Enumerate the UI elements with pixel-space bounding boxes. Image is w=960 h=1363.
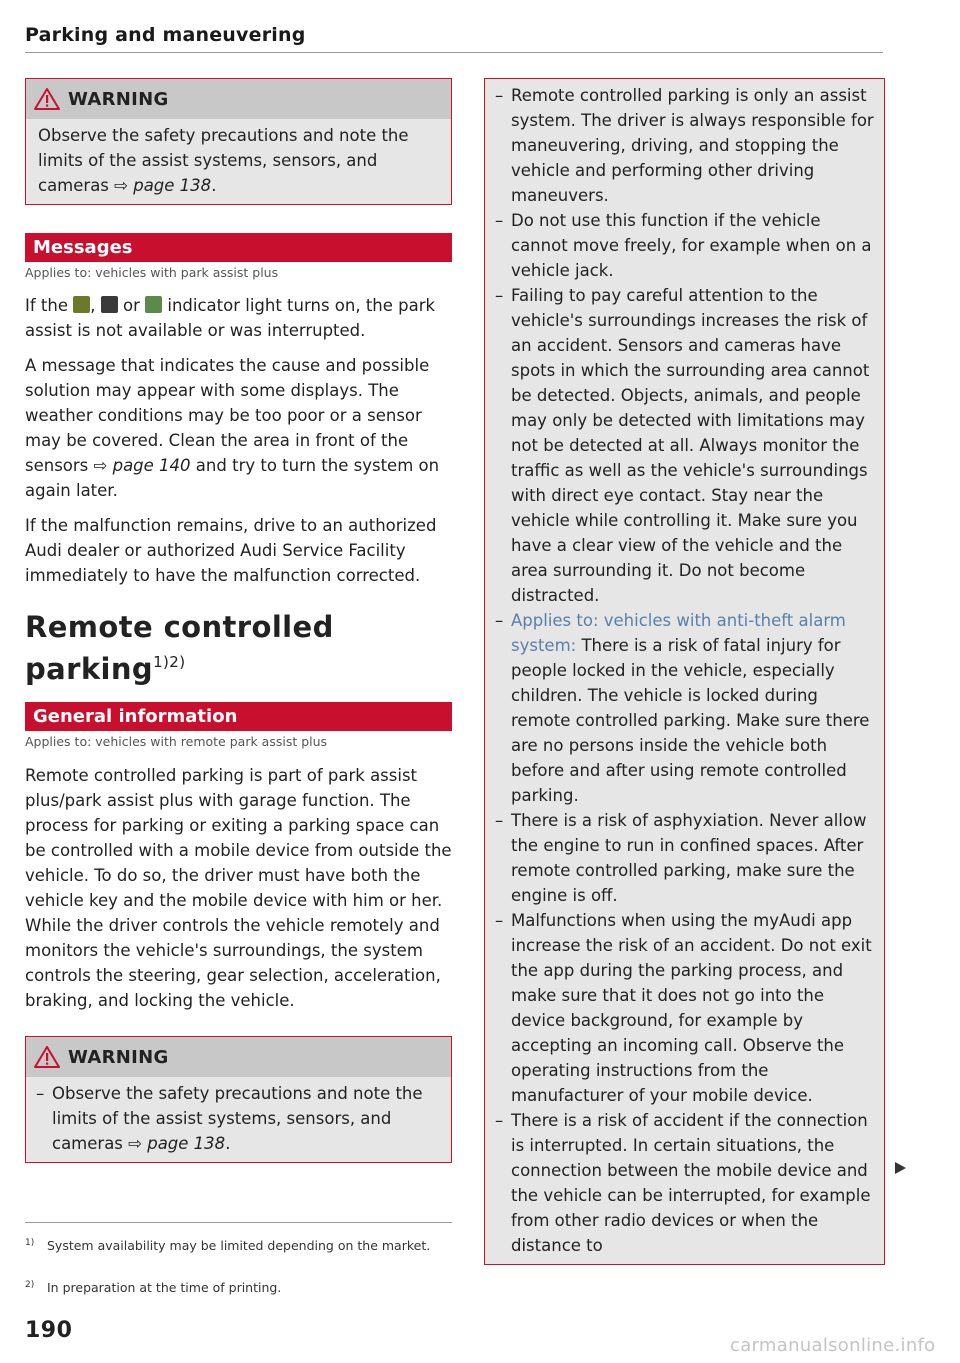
warning-list-item: – There is a risk of asphyxiation. Never allow the engine to run in confined spaces. After remote controlled parking, make sure the engine is off. [495,808,874,908]
section-heading-general-information: General information [25,702,452,731]
applies-to-remote: Applies to: vehicles with remote park assist plus [25,734,328,749]
applies-to-anti-theft: Applies to: vehicles with anti-theft alarm system: [511,611,846,655]
park-assist-off-icon [101,296,118,313]
warning-triangle-icon [34,1046,60,1068]
warning-box-1 [25,78,452,205]
page-number: 190 [25,1318,73,1343]
warning-2-item: – Observe the safety precautions and note the limits of the assist systems, sensors, and cameras ⇨ page 138. [36,1081,441,1156]
footnote-rule [25,1222,452,1223]
chapter-title: Remote controlled parking$^{1)2)}$ [25,610,334,686]
general-information-paragraph: Remote controlled parking is part of park assist plus/park assist plus with garage function. The process for parking or exiting a parking space can be controlled with a mobile device from outside the vehicle. To do so, the driver must have both the vehicle key and the mobile device with him or her. While the driver controls the vehicle remotely and monitors the vehicle's surroundings, the system controls the steering, gear selection, acceleration, braking, and locking the vehicle. [25,766,452,1010]
header-rule [25,52,883,53]
continue-arrow-icon [895,1162,906,1174]
page-ref-138[interactable]: ⇨ page 138 [114,176,212,195]
warning-box-continued [484,78,885,1265]
page-ref-138[interactable]: ⇨ page 138 [128,1134,226,1153]
messages-paragraph-3: If the malfunction remains, drive to an authorized Audi dealer or authorized Audi Service Facility immediately to have the malfunction corrected. [25,516,437,585]
park-assist-off-yellow-icon [73,296,90,313]
messages-paragraph-2: A message that indicates the cause and possible solution may appear with some displays. The weather conditions may be too poor or a sensor may be covered. Clean the area in front of the sensors ⇨ page 140 and try to turn the system on again later. [25,356,440,500]
warning-list-item: – Applies to: vehicles with anti-theft alarm system: There is a risk of fatal injury for people locked in the vehicle, especially children. The vehicle is locked during remote controlled parking. Make sure there are no persons inside the vehicle both before and after using remote controlled parking. [495,608,874,808]
warning-triangle-icon [34,88,60,110]
warning-list-item: – Failing to pay careful attention to the vehicle's surroundings increases the risk of an accident. Sensors and cameras have spots in which the surrounding area cannot be detected. Objects, animals, and people may only be detected with limitations may not be detected at all. Always monitor the traffic as well as the vehicle's surroundings with direct eye contact. Stay near the vehicle while controlling it. Make sure you have a clear view of the vehicle and the area surrounding it. Do not become distracted. [495,283,874,608]
warning-body-2 [26,1077,451,1162]
footnote-2: 2) In preparation at the time of printing. [25,1280,282,1295]
warning-list-item: – There is a risk of accident if the connection is interrupted. In certain situations, the connection between the mobile device and the vehicle can be interrupted, for example from other radio devices or when the distance to [495,1108,874,1258]
warning-header-2 [26,1037,451,1077]
footnote-1: 1) System availability may be limited depending on the market. [25,1238,431,1253]
warning-header-1 [26,79,451,119]
warning-list-item: – Malfunctions when using the myAudi app increase the risk of an accident. Do not exit the app during the parking process, and make sure that it does not go into the device background, for example by accepting an incoming call. Observe the operating instructions from the manufacturer of your mobile device. [495,908,874,1108]
page-header-title: Parking and maneuvering [25,24,306,46]
section-heading-messages: Messages [25,233,452,262]
page-ref-140[interactable]: ⇨ page 140 [93,456,191,475]
warning-label-2: WARNING [68,1046,169,1068]
warning-list-item: – Do not use this function if the vehicle cannot move freely, for example when on a vehicle jack. [495,208,874,283]
warning-label-1: WARNING [68,88,169,110]
left-column [25,78,452,1163]
footnote-refs: 1)2) [153,653,186,671]
warning-box-2 [25,1036,452,1163]
park-assist-remote-icon [145,296,162,313]
warning-list-item: – Remote controlled parking is only an assist system. The driver is always responsible for maneuvering, driving, and stopping the vehicle and performing other driving maneuvers. [495,83,874,208]
watermark: carmanualsonline.info [730,1335,936,1356]
applies-to-messages: Applies to: vehicles with park assist plus [25,265,279,280]
right-column [484,78,885,1265]
warning-body-1: Observe the safety precautions and note the limits of the assist systems, sensors, and cameras ⇨ page 138. [26,119,451,204]
warning-text-1: Observe the safety precautions and note the limits of the assist systems, sensors, and cameras [38,126,409,195]
messages-paragraph-1: If the , or indicator light turns on, the park assist is not available or was interrupted. [25,296,436,340]
